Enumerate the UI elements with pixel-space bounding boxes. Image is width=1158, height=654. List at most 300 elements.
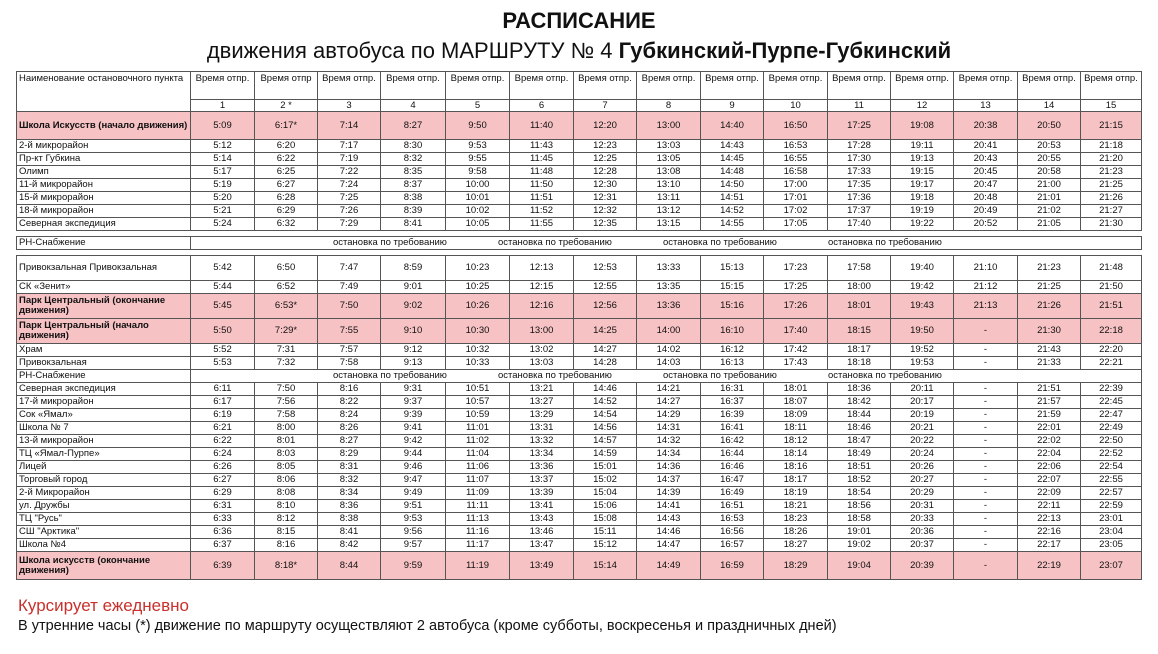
- column-header: Время отпр.: [891, 72, 954, 100]
- time-cell: 20:55: [1018, 153, 1081, 166]
- time-cell: 19:02: [828, 539, 891, 552]
- time-cell: 22:17: [1018, 539, 1081, 552]
- time-cell: 11:02: [446, 435, 510, 448]
- time-cell: 14:34: [637, 448, 701, 461]
- stop-header: Наименование остановочного пункта: [17, 72, 191, 112]
- stop-name: 2-й Микрорайон: [17, 487, 191, 500]
- time-cell: 16:50: [764, 112, 828, 140]
- time-cell: 15:12: [574, 539, 637, 552]
- time-cell: -: [954, 319, 1018, 344]
- time-cell: 22:45: [1081, 396, 1142, 409]
- time-cell: 8:08: [255, 487, 318, 500]
- time-cell: 13:35: [637, 281, 701, 294]
- time-cell: 16:12: [701, 344, 764, 357]
- time-cell: 22:21: [1081, 357, 1142, 370]
- column-number: 11: [828, 100, 891, 112]
- time-cell: 7:24: [318, 179, 381, 192]
- time-cell: 6:27: [191, 474, 255, 487]
- time-cell: 13:33: [637, 256, 701, 281]
- time-cell: 7:50: [318, 294, 381, 319]
- stop-name: Торговый город: [17, 474, 191, 487]
- time-cell: 14:51: [701, 192, 764, 205]
- time-cell: 22:02: [1018, 435, 1081, 448]
- time-cell: 17:36: [828, 192, 891, 205]
- time-cell: 14:27: [574, 344, 637, 357]
- time-cell: 17:02: [764, 205, 828, 218]
- time-cell: 20:11: [891, 383, 954, 396]
- time-cell: 18:14: [764, 448, 828, 461]
- time-cell: 11:16: [446, 526, 510, 539]
- time-cell: 14:49: [637, 552, 701, 580]
- request-stop-label: остановка по требованию: [333, 237, 447, 248]
- time-cell: 21:43: [1018, 344, 1081, 357]
- time-cell: 11:52: [510, 205, 574, 218]
- time-cell: 14:57: [574, 435, 637, 448]
- time-cell: -: [954, 383, 1018, 396]
- time-cell: 8:32: [381, 153, 446, 166]
- time-cell: 17:26: [764, 294, 828, 319]
- time-cell: 15:06: [574, 500, 637, 513]
- time-cell: 13:08: [637, 166, 701, 179]
- time-cell: 13:29: [510, 409, 574, 422]
- time-cell: 13:37: [510, 474, 574, 487]
- time-cell: 22:49: [1081, 422, 1142, 435]
- time-cell: 6:20: [255, 140, 318, 153]
- time-cell: 7:26: [318, 205, 381, 218]
- table-row: [17, 539, 1142, 552]
- stop-name: Школа № 7: [17, 422, 191, 435]
- request-stop-cell: [191, 370, 1142, 383]
- time-cell: 11:48: [510, 166, 574, 179]
- table-row: [17, 487, 1142, 500]
- table-row: [17, 526, 1142, 539]
- time-cell: 5:53: [191, 357, 255, 370]
- time-cell: 14:37: [637, 474, 701, 487]
- table-row: [17, 513, 1142, 526]
- time-cell: 23:04: [1081, 526, 1142, 539]
- time-cell: 21:51: [1018, 383, 1081, 396]
- time-cell: 18:29: [764, 552, 828, 580]
- time-cell: 7:14: [318, 112, 381, 140]
- time-cell: 17:33: [828, 166, 891, 179]
- column-number: 6: [510, 100, 574, 112]
- table-row: [17, 461, 1142, 474]
- time-cell: 14:32: [637, 435, 701, 448]
- time-cell: 5:20: [191, 192, 255, 205]
- request-stop-label: остановка по требованию: [498, 237, 612, 248]
- time-cell: 9:01: [381, 281, 446, 294]
- time-cell: 8:59: [381, 256, 446, 281]
- time-cell: 6:11: [191, 383, 255, 396]
- table-row: [17, 474, 1142, 487]
- time-cell: 8:27: [381, 112, 446, 140]
- time-cell: 22:59: [1081, 500, 1142, 513]
- time-cell: -: [954, 461, 1018, 474]
- time-cell: 20:33: [891, 513, 954, 526]
- time-cell: 13:41: [510, 500, 574, 513]
- time-cell: -: [954, 396, 1018, 409]
- column-number: 15: [1081, 100, 1142, 112]
- time-cell: 17:01: [764, 192, 828, 205]
- time-cell: 19:04: [828, 552, 891, 580]
- time-cell: 13:11: [637, 192, 701, 205]
- request-stop-label: остановка по требованию: [828, 237, 942, 248]
- time-cell: 6:29: [191, 487, 255, 500]
- time-cell: 19:43: [891, 294, 954, 319]
- time-cell: 20:48: [954, 192, 1018, 205]
- time-cell: 16:41: [701, 422, 764, 435]
- time-cell: 15:13: [701, 256, 764, 281]
- stop-name: СШ "Арктика": [17, 526, 191, 539]
- time-cell: 10:51: [446, 383, 510, 396]
- time-cell: 16:53: [764, 140, 828, 153]
- time-cell: 22:06: [1018, 461, 1081, 474]
- time-cell: 7:55: [318, 319, 381, 344]
- time-cell: 14:48: [701, 166, 764, 179]
- time-cell: 14:28: [574, 357, 637, 370]
- column-header: Время отпр.: [510, 72, 574, 100]
- page-subtitle: [0, 38, 1158, 64]
- time-cell: 10:32: [446, 344, 510, 357]
- time-cell: 6:39: [191, 552, 255, 580]
- time-cell: 13:15: [637, 218, 701, 231]
- time-cell: 20:50: [1018, 112, 1081, 140]
- time-cell: 6:52: [255, 281, 318, 294]
- time-cell: 16:57: [701, 539, 764, 552]
- time-cell: 20:17: [891, 396, 954, 409]
- time-cell: 9:31: [381, 383, 446, 396]
- time-cell: 20:43: [954, 153, 1018, 166]
- footnote: В утренние часы (*) движение по маршруту осуществляют 2 автобуса (кроме субботы, воскресенья и праздничных дней): [18, 618, 837, 634]
- time-cell: 8:16: [318, 383, 381, 396]
- time-cell: 22:20: [1081, 344, 1142, 357]
- time-cell: 13:21: [510, 383, 574, 396]
- time-cell: 21:33: [1018, 357, 1081, 370]
- stop-name: Привокзальная Привокзальная: [17, 256, 191, 281]
- time-cell: 11:09: [446, 487, 510, 500]
- time-cell: 14:02: [637, 344, 701, 357]
- time-cell: 13:34: [510, 448, 574, 461]
- time-cell: 12:53: [574, 256, 637, 281]
- time-cell: 13:27: [510, 396, 574, 409]
- request-stop-labels: [191, 238, 1139, 248]
- table-row: [17, 370, 1142, 383]
- time-cell: 8:36: [318, 500, 381, 513]
- time-cell: -: [954, 487, 1018, 500]
- time-cell: 21:26: [1081, 192, 1142, 205]
- time-cell: 16:46: [701, 461, 764, 474]
- time-cell: 21:15: [1081, 112, 1142, 140]
- time-cell: 21:12: [954, 281, 1018, 294]
- time-cell: 22:13: [1018, 513, 1081, 526]
- stop-name: ул. Дружбы: [17, 500, 191, 513]
- time-cell: 19:18: [891, 192, 954, 205]
- time-cell: 22:54: [1081, 461, 1142, 474]
- time-cell: 21:10: [954, 256, 1018, 281]
- time-cell: 18:17: [764, 474, 828, 487]
- time-cell: 21:48: [1081, 256, 1142, 281]
- time-cell: 7:19: [318, 153, 381, 166]
- time-cell: 12:28: [574, 166, 637, 179]
- time-cell: 8:44: [318, 552, 381, 580]
- table-row: [17, 205, 1142, 218]
- time-cell: 19:53: [891, 357, 954, 370]
- time-cell: 5:45: [191, 294, 255, 319]
- time-cell: 8:15: [255, 526, 318, 539]
- time-cell: 14:47: [637, 539, 701, 552]
- time-cell: 9:59: [381, 552, 446, 580]
- time-cell: 9:44: [381, 448, 446, 461]
- time-cell: 17:00: [764, 179, 828, 192]
- time-cell: 21:01: [1018, 192, 1081, 205]
- time-cell: 7:50: [255, 383, 318, 396]
- time-cell: 20:53: [1018, 140, 1081, 153]
- time-cell: 7:57: [318, 344, 381, 357]
- time-cell: 13:02: [510, 344, 574, 357]
- stop-name: 13-й микрорайон: [17, 435, 191, 448]
- time-cell: 14:31: [637, 422, 701, 435]
- time-cell: 6:27: [255, 179, 318, 192]
- stop-name: Привокзальная: [17, 357, 191, 370]
- time-cell: 21:00: [1018, 179, 1081, 192]
- time-cell: 7:31: [255, 344, 318, 357]
- time-cell: 19:22: [891, 218, 954, 231]
- time-cell: 23:05: [1081, 539, 1142, 552]
- time-cell: 6:22: [191, 435, 255, 448]
- stop-name: РН-Снабжение: [17, 370, 191, 383]
- time-cell: 5:42: [191, 256, 255, 281]
- stop-name: Школа искусств (окончание движения): [17, 552, 191, 580]
- time-cell: 18:16: [764, 461, 828, 474]
- time-cell: 8:31: [318, 461, 381, 474]
- time-cell: -: [954, 474, 1018, 487]
- time-cell: 14:45: [701, 153, 764, 166]
- time-cell: 18:15: [828, 319, 891, 344]
- column-header: Время отпр.: [637, 72, 701, 100]
- time-cell: 9:53: [446, 140, 510, 153]
- stop-name: Школа Искусств (начало движения): [17, 112, 191, 140]
- time-cell: 12:15: [510, 281, 574, 294]
- table-row: [17, 153, 1142, 166]
- time-cell: 8:38: [381, 192, 446, 205]
- time-cell: 21:30: [1081, 218, 1142, 231]
- time-cell: 8:16: [255, 539, 318, 552]
- time-cell: 14:43: [701, 140, 764, 153]
- time-cell: 6:25: [255, 166, 318, 179]
- table-row: [17, 218, 1142, 231]
- time-cell: 13:00: [637, 112, 701, 140]
- time-cell: 19:52: [891, 344, 954, 357]
- time-cell: 20:41: [954, 140, 1018, 153]
- table-row: [17, 179, 1142, 192]
- time-cell: 18:26: [764, 526, 828, 539]
- time-cell: 12:16: [510, 294, 574, 319]
- time-cell: 21:30: [1018, 319, 1081, 344]
- time-cell: 8:10: [255, 500, 318, 513]
- time-cell: 8:01: [255, 435, 318, 448]
- daily-note: Курсирует ежедневно: [18, 596, 189, 615]
- time-cell: 11:55: [510, 218, 574, 231]
- time-cell: 18:27: [764, 539, 828, 552]
- time-cell: 20:22: [891, 435, 954, 448]
- column-number: 7: [574, 100, 637, 112]
- time-cell: 16:51: [701, 500, 764, 513]
- time-cell: 13:46: [510, 526, 574, 539]
- table-row: [17, 140, 1142, 153]
- time-cell: 10:23: [446, 256, 510, 281]
- time-cell: 19:19: [891, 205, 954, 218]
- table-row: [17, 409, 1142, 422]
- time-cell: 20:52: [954, 218, 1018, 231]
- time-cell: 14:50: [701, 179, 764, 192]
- time-cell: 18:47: [828, 435, 891, 448]
- request-stop-label: остановка по требованию: [333, 370, 447, 381]
- column-header: Время отпр.: [446, 72, 510, 100]
- time-cell: 6:31: [191, 500, 255, 513]
- time-cell: 10:33: [446, 357, 510, 370]
- schedule-table: [16, 71, 1142, 580]
- time-cell: 18:21: [764, 500, 828, 513]
- time-cell: 21:26: [1018, 294, 1081, 319]
- time-cell: 14:46: [574, 383, 637, 396]
- time-cell: -: [954, 357, 1018, 370]
- time-cell: 18:52: [828, 474, 891, 487]
- request-stop-label: остановка по требованию: [663, 370, 777, 381]
- time-cell: -: [954, 422, 1018, 435]
- column-header: Время отпр.: [764, 72, 828, 100]
- time-cell: 22:07: [1018, 474, 1081, 487]
- time-cell: 5:50: [191, 319, 255, 344]
- time-cell: 17:28: [828, 140, 891, 153]
- time-cell: 8:26: [318, 422, 381, 435]
- time-cell: 15:04: [574, 487, 637, 500]
- time-cell: 18:01: [764, 383, 828, 396]
- time-cell: 11:13: [446, 513, 510, 526]
- time-cell: 15:11: [574, 526, 637, 539]
- time-cell: 10:30: [446, 319, 510, 344]
- subtitle-route: Губкинский-Пурпе-Губкинский: [618, 38, 952, 63]
- time-cell: -: [954, 552, 1018, 580]
- time-cell: 8:30: [381, 140, 446, 153]
- time-cell: 18:23: [764, 513, 828, 526]
- time-cell: 9:02: [381, 294, 446, 319]
- table-row: [17, 344, 1142, 357]
- column-header: Время отпр.: [1018, 72, 1081, 100]
- time-cell: 13:05: [637, 153, 701, 166]
- time-cell: 17:37: [828, 205, 891, 218]
- time-cell: 8:38: [318, 513, 381, 526]
- table-row: [17, 319, 1142, 344]
- time-cell: 7:17: [318, 140, 381, 153]
- time-cell: 11:51: [510, 192, 574, 205]
- time-cell: 9:12: [381, 344, 446, 357]
- column-number: 14: [1018, 100, 1081, 112]
- time-cell: 21:27: [1081, 205, 1142, 218]
- time-cell: 21:25: [1081, 179, 1142, 192]
- column-header: Время отпр: [255, 72, 318, 100]
- time-cell: 18:19: [764, 487, 828, 500]
- time-cell: 18:07: [764, 396, 828, 409]
- time-cell: 14:41: [637, 500, 701, 513]
- time-cell: 20:19: [891, 409, 954, 422]
- time-cell: 8:41: [381, 218, 446, 231]
- time-cell: 12:32: [574, 205, 637, 218]
- table-row: [17, 552, 1142, 580]
- column-number: 2 *: [255, 100, 318, 112]
- time-cell: 23:07: [1081, 552, 1142, 580]
- time-cell: 13:10: [637, 179, 701, 192]
- time-cell: 14:52: [574, 396, 637, 409]
- time-cell: 21:25: [1018, 281, 1081, 294]
- time-cell: 5:52: [191, 344, 255, 357]
- time-cell: 18:36: [828, 383, 891, 396]
- table-row: [17, 448, 1142, 461]
- time-cell: 8:18*: [255, 552, 318, 580]
- time-cell: 18:17: [828, 344, 891, 357]
- time-cell: 14:46: [637, 526, 701, 539]
- time-cell: 7:58: [255, 409, 318, 422]
- time-cell: 18:56: [828, 500, 891, 513]
- time-cell: 7:29: [318, 218, 381, 231]
- time-cell: 8:35: [381, 166, 446, 179]
- request-stop-label: остановка по требованию: [663, 237, 777, 248]
- time-cell: 11:45: [510, 153, 574, 166]
- time-cell: 19:08: [891, 112, 954, 140]
- time-cell: 11:40: [510, 112, 574, 140]
- time-cell: 6:19: [191, 409, 255, 422]
- header-row: [17, 72, 1142, 100]
- time-cell: 14:54: [574, 409, 637, 422]
- time-cell: 18:01: [828, 294, 891, 319]
- stop-name: Храм: [17, 344, 191, 357]
- time-cell: 8:05: [255, 461, 318, 474]
- stop-name: 2-й микрорайон: [17, 140, 191, 153]
- stop-name: Пр-кт Губкина: [17, 153, 191, 166]
- time-cell: 14:27: [637, 396, 701, 409]
- time-cell: 19:01: [828, 526, 891, 539]
- time-cell: 20:58: [1018, 166, 1081, 179]
- time-cell: 6:33: [191, 513, 255, 526]
- time-cell: 22:04: [1018, 448, 1081, 461]
- table-row: [17, 192, 1142, 205]
- time-cell: 16:56: [701, 526, 764, 539]
- time-cell: 11:11: [446, 500, 510, 513]
- time-cell: 16:31: [701, 383, 764, 396]
- time-cell: 10:25: [446, 281, 510, 294]
- time-cell: 19:13: [891, 153, 954, 166]
- time-cell: 7:58: [318, 357, 381, 370]
- time-cell: 11:43: [510, 140, 574, 153]
- column-number: 5: [446, 100, 510, 112]
- time-cell: 13:03: [510, 357, 574, 370]
- time-cell: 22:50: [1081, 435, 1142, 448]
- time-cell: -: [954, 448, 1018, 461]
- time-cell: 6:22: [255, 153, 318, 166]
- time-cell: 13:49: [510, 552, 574, 580]
- time-cell: 8:27: [318, 435, 381, 448]
- time-cell: 17:58: [828, 256, 891, 281]
- time-cell: 8:41: [318, 526, 381, 539]
- time-cell: 6:26: [191, 461, 255, 474]
- time-cell: 16:53: [701, 513, 764, 526]
- time-cell: 8:34: [318, 487, 381, 500]
- column-header: Время отпр.: [828, 72, 891, 100]
- column-header: Время отпр.: [574, 72, 637, 100]
- time-cell: 22:09: [1018, 487, 1081, 500]
- time-cell: 16:49: [701, 487, 764, 500]
- time-cell: 20:24: [891, 448, 954, 461]
- time-cell: 20:49: [954, 205, 1018, 218]
